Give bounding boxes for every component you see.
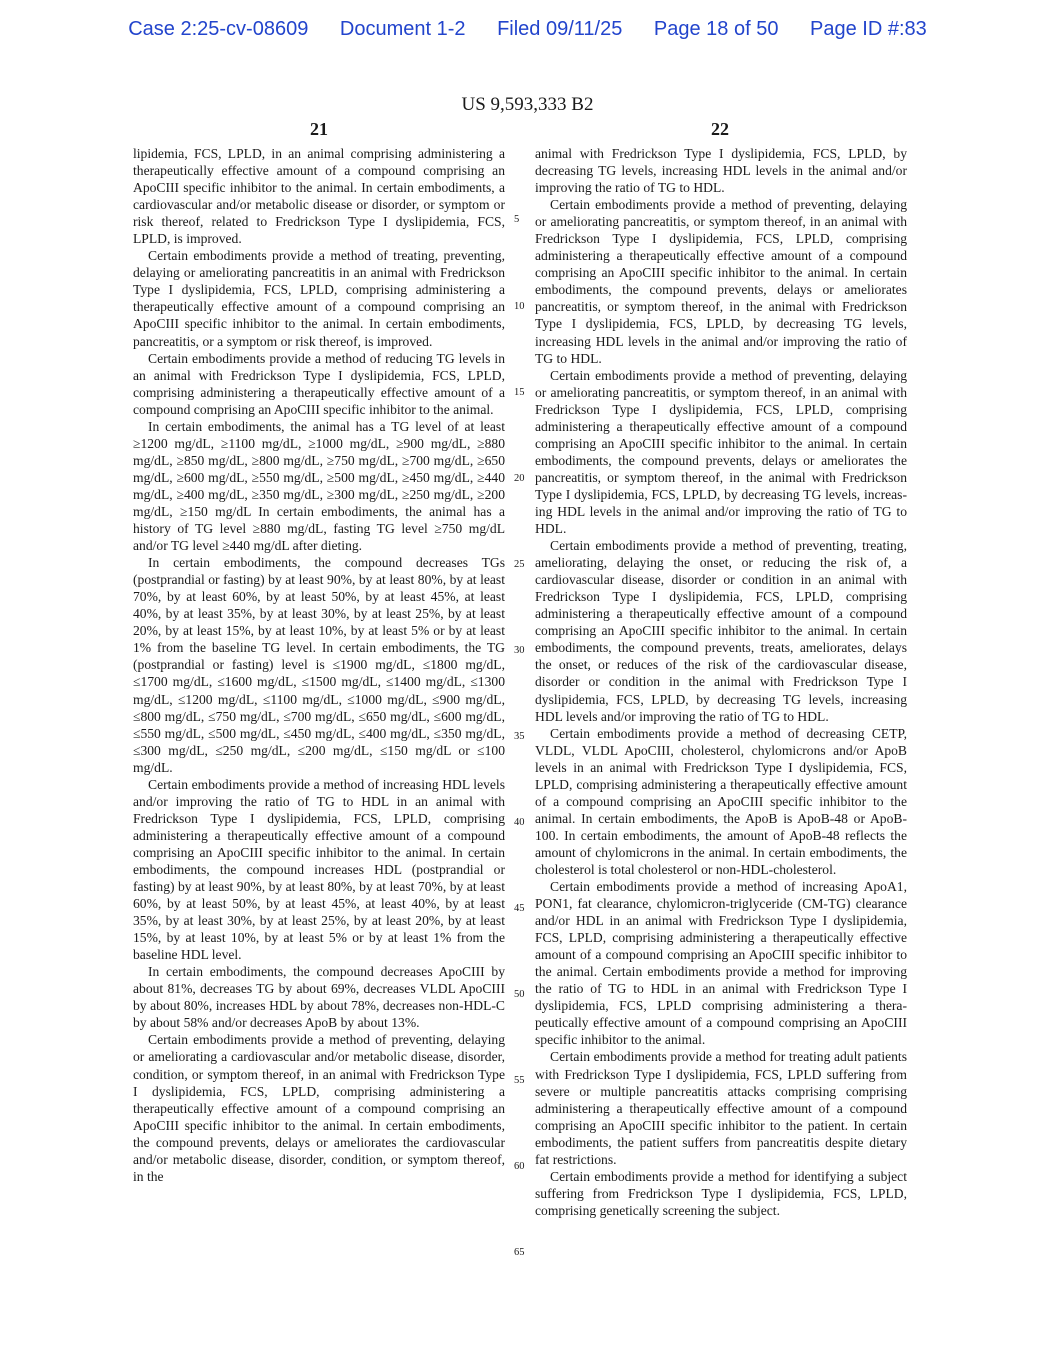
- paragraph: Certain embodiments provide a method of reducing TG levels in an animal with Fredrickson Type I dyslipidemia, FCS, LPLD, comprising administering a therapeutically effective amount of a compound comprising an ApoCIII specific inhibitor to the animal.: [133, 350, 505, 417]
- paragraph: Certain embodiments provide a method of increasing ApoA1, PON1, fat clearance, chylomicron-triglyceride (CM-TG) clearance and/or HDL in an animal with Fredrickson Type I dyslipidemia, FCS, LPLD, comprising administering a therapeutically effective amount of a compound comprising an ApoCIII specific inhibitor to the animal. Certain embodiments provide a method for improving the ratio of TG to HDL in an animal with Fredrickson Type I dyslipidemia, FCS, LPLD comprising administering a therapeutically effective amount of a compound comprising an ApoCIII specific inhibitor to the animal.: [535, 879, 907, 1048]
- paragraph: Certain embodiments provide a method of preventing, delaying or ameliorating pancreatitis, or symptom thereof, in an animal with Fredrickson Type I dyslipidemia, FCS, LPLD, comprising administering a therapeutically effective amount of a compound comprising an ApoCIII specific inhibitor to the animal. In certain embodiments, the compound prevents, delays or ameliorates the pancreatitis, or symptom thereof, in the animal with Fredrickson Type I dyslipidemia, FCS, LPLD, by decreasing TG levels, increasing HDL levels in the animal and/or improving the ratio of TG to HDL.: [535, 367, 907, 537]
- document-number: Document 1-2: [339, 18, 466, 40]
- paragraph: Certain embodiments provide a method for identifying a subject suffering from Fredrickson Type I dyslipidemia, FCS, LPLD, comprising genetically screening the subject.: [535, 1168, 907, 1218]
- paragraph: Certain embodiments provide a method of increasing HDL levels and/or improving the ratio of TG to HDL in an animal with Fredrickson Type I dyslipidemia, FCS, LPLD, comprising administering a therapeutically effective amount of a compound comprising an ApoCIII specific inhibitor to the animal. In certain embodiments, the compound increases HDL (postprandial or fasting) by at least 90%, by at least 80%, by at least 70%, by at least 60%, by at least 50%, by at least 45%, at least 40%, by at least 35%, by at least 30%, by at least 25%, by at least 20%, by at least 15%, by at least 10%, by at least 5% or by at least 1% from the baseline HDL level.: [133, 776, 505, 963]
- paragraph: In certain embodiments, the compound decreases TGs (postprandial or fasting) by at least 90%, by at least 80%, by at least 70%, by at least 60%, by at least 50%, by at least 45%, at least 40%, by at least 35%, by at least 30%, by at least 25%, by at least 20%, by at least 15%, by at least 10%, by at least 5% or by at least 1% from the baseline TG level. In certain embodiments, the TG (postprandial or fasting) level is ≤1900 mg/dL, ≤1800 mg/dL, ≤1700 mg/dL, ≤1600 mg/dL, ≤1500 mg/dL, ≤1400 mg/dL, ≤1300 mg/dL, ≤1200 mg/dL, ≤1100 mg/dL, ≤1000 mg/dL, ≤900 mg/dL, ≤800 mg/dL, ≤750 mg/dL, ≤700 mg/dL, ≤650 mg/dL, ≤600 mg/dL, ≤550 mg/dL, ≤500 mg/dL, ≤450 mg/dL, ≤400 mg/dL, ≤350 mg/dL, ≤300 mg/dL, ≤250 mg/dL, ≤200 mg/dL, ≤150 mg/dL or ≤100 mg/dL.: [133, 555, 505, 775]
- line-number: 10: [514, 301, 525, 312]
- case-number: Case 2:25-cv-08609: [128, 18, 309, 40]
- left-text-column: [133, 145, 505, 1185]
- court-filing-header: [0, 18, 1055, 41]
- paragraph: Certain embodiments provide a method of preventing, treating, ameliorating, delaying the onset, or reducing the risk of, a cardiovascular disease, disorder or condition in an animal with Fredrickson Type I dyslipidemia, FCS, LPLD, comprising administering a therapeutically effective amount of a compound comprising an ApoCIII specific inhibitor to the animal. In certain embodiments, the compound prevents, treats, ameliorates, delays the onset, or reduces of the risk of the cardiovascular disease, disorder or condition in the animal with Fredrickson Type I dyslipidemia, FCS, LPLD, by decreasing TG levels, increasing HDL levels and/or improving the ratio of TG to HDL.: [535, 538, 907, 724]
- paragraph: Certain embodiments provide a method of treating, preventing, delaying or ameliorating pancreatitis in an animal with Fredrickson Type I dyslipidemia, FCS, LPLD, comprising administering a therapeutically effective amount of a compound comprising an ApoCIII specific inhibitor to the animal. In certain embodiments, pancreatitis, or a symptom or risk thereof, is improved.: [133, 248, 505, 349]
- column-number-left: 21: [310, 119, 328, 139]
- paragraph: Certain embodiments provide a method of preventing, delaying or ameliorating pancreatitis, or symptom thereof, in an animal with Fredrickson Type I dyslipidemia, FCS, LPLD, comprising administering a therapeutically effective amount of a compound comprising an ApoCIII specific inhibitor to the animal. In certain embodiments, the compound prevents, delays or ameliorates pancreatitis, or symptom thereof, in the animal with Fredrickson Type I dyslipidemia, FCS, LPLD, by decreasing TG levels, increasing HDL levels in the animal and/or improving the ratio of TG to HDL.: [535, 197, 907, 366]
- column-number-right: 22: [711, 119, 729, 139]
- line-number: 5: [514, 214, 520, 225]
- page-count: Page 18 of 50: [653, 18, 779, 40]
- line-number: 25: [514, 559, 525, 570]
- paragraph: Certain embodiments provide a method for treating adult patients with Fredrickson Type I dyslipidemia, FCS, LPLD suffering from severe or multiple pancreatitis attacks comprising comprising administering a therapeutically effective amount of a compound comprising an ApoCIII specific inhibitor to the patient. In certain embodiments, the patient suffers from pancreatitis despite dietary fat restrictions.: [535, 1049, 907, 1167]
- line-number: 20: [514, 473, 525, 484]
- right-text-column: [535, 145, 907, 1219]
- page-id: Page ID #:83: [810, 18, 927, 40]
- line-number: 60: [514, 1161, 525, 1172]
- paragraph: lipidemia, FCS, LPLD, in an animal comprising administering a therapeutically effective amount of a compound comprising an ApoCIII specific inhibitor to the animal. In certain embodiments, a cardiovascular and/or metabolic disease or disorder, or symptom or risk thereof, related to Fredrickson Type I dyslipidemia, FCS, LPLD, is improved.: [133, 146, 505, 247]
- line-number: 30: [514, 645, 525, 656]
- line-number: 65: [514, 1247, 525, 1258]
- paragraph: Certain embodiments provide a method of decreasing CETP, VLDL, VLDL ApoCIII, cholesterol, chylomicrons and/or ApoB levels in an animal with Fredrickson Type I dyslipidemia, FCS, LPLD, comprising administering a therapeutically effective amount of a compound comprising an ApoCIII specific inhibitor to the animal. In certain embodiments, the ApoB is ApoB-48 or ApoB-100. In certain embodiments, the amount of ApoB-48 reflects the amount of chylomicrons in the animal. In certain embodiments, the cholesterol is total cholesterol or non-HDL-cholesterol.: [535, 725, 907, 877]
- filed-date: Filed 09/11/25: [497, 18, 623, 40]
- paragraph: In certain embodiments, the animal has a TG level of at least ≥1200 mg/dL, ≥1100 mg/dL, ≥1000 mg/dL, ≥900 mg/dL, ≥880 mg/dL, ≥850 mg/dL, ≥800 mg/dL, ≥750 mg/dL, ≥700 mg/dL, ≥650 mg/dL, ≥600 mg/dL, ≥550 mg/dL, ≥500 mg/dL, ≥450 mg/dL, ≥440 mg/dL, ≥400 mg/dL, ≥350 mg/dL, ≥300 mg/dL, ≥250 mg/dL, ≥200 mg/dL, ≥150 mg/dL In certain embodiments, the animal has a history of TG level ≥880 mg/dL, fasting TG level ≥750 mg/dL and/or TG level ≥440 mg/dL after dieting.: [133, 418, 505, 554]
- line-number: 35: [514, 731, 525, 742]
- line-number: 40: [514, 817, 525, 828]
- line-number: 50: [514, 989, 525, 1000]
- paragraph: In certain embodiments, the compound decreases ApoCIII by about 81%, decreases TG by about 69%, decreases VLDL ApoCIII by about 80%, increases HDL by about 78%, decreases non-HDL-C by about 58% and/or decreases ApoB by about 13%.: [133, 964, 505, 1031]
- patent-number: US 9,593,333 B2: [461, 94, 594, 115]
- line-number: 45: [514, 903, 525, 914]
- line-number: 15: [514, 387, 525, 398]
- paragraph: Certain embodiments provide a method of preventing, delaying or ameliorating a cardiovascular and/or metabolic disease, disorder, condition, or symptom thereof, in an animal with Fredrickson Type I dyslipidemia, FCS, LPLD, comprising administering a therapeutically effective amount of a compound comprising an ApoCIII specific inhibitor to the animal. In certain embodiments, the compound prevents, delays or ameliorates the cardiovascular and/or metabolic disease, disorder, condition, or symptom thereof, in the: [133, 1032, 505, 1184]
- paragraph: animal with Fredrickson Type I dyslipidemia, FCS, LPLD, by decreasing TG levels, increasing HDL levels in the animal and/or improving the ratio of TG to HDL.: [535, 146, 907, 196]
- line-number: 55: [514, 1075, 525, 1086]
